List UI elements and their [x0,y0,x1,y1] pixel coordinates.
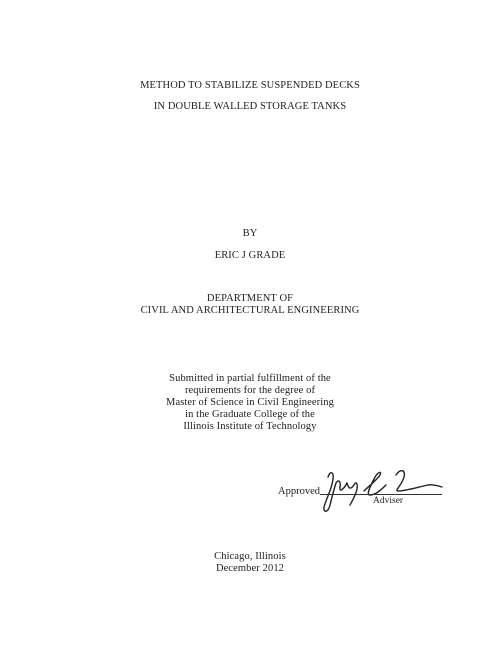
author-name: ERIC J GRADE [214,250,286,261]
department-line-2: CIVIL AND ARCHITECTURAL ENGINEERING [140,305,360,316]
thesis-title-line-2: IN DOUBLE WALLED STORAGE TANKS [153,101,347,112]
location: Chicago, Illinois [214,551,286,562]
adviser-label: Adviser [373,496,404,506]
submission-line: Illinois Institute of Technology [183,421,317,432]
submission-date: December 2012 [215,563,285,574]
thesis-title-line-1: METHOD TO STABILIZE SUSPENDED DECKS [140,80,360,91]
submission-line: in the Graduate College of the [185,409,315,420]
submission-line: Master of Science in Civil Engineering [166,397,334,408]
signature-line [320,494,442,495]
adviser-signature [314,465,446,517]
submission-line: requirements for the degree of [184,385,316,396]
submission-line: Submitted in partial fulfillment of the [169,373,331,384]
department-line-1: DEPARTMENT OF [206,293,294,304]
by-label: BY [242,228,258,239]
approved-label: Approved [278,486,320,497]
